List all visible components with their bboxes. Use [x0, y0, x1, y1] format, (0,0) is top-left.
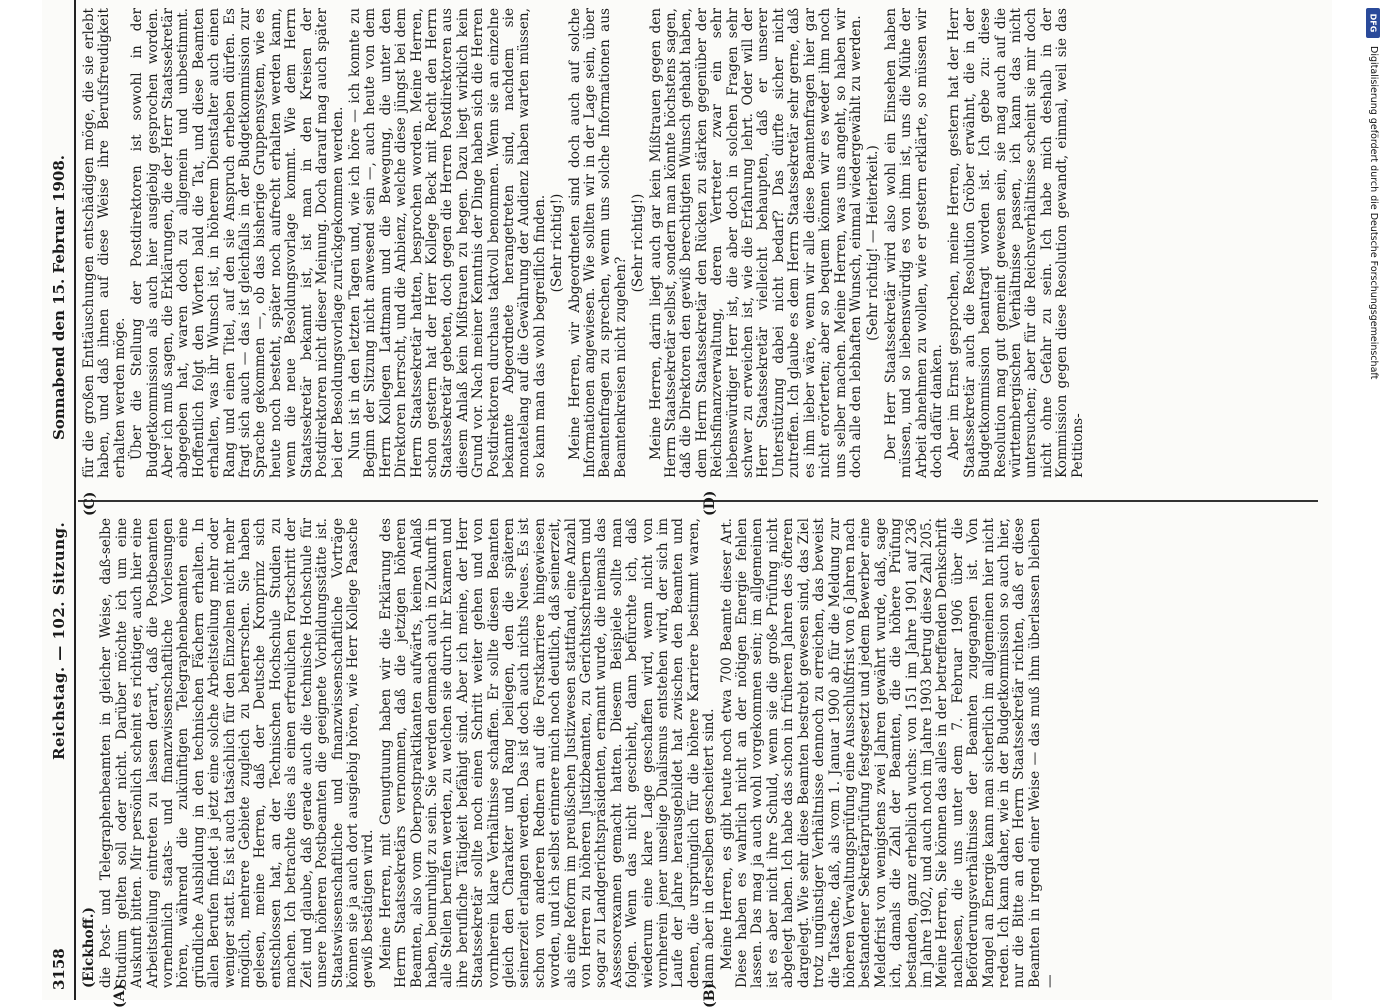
paragraph: für die großen Enttäuschungen entschädigen möge, die sie erlebt haben, und daß ihnen auf diese Weise ihre Berufsfreudigkeit erhalten werden möge.	[81, 8, 128, 478]
margin-mark-d: (D)	[702, 490, 718, 516]
left-column	[82, 518, 1061, 988]
paragraph: Nun ist in den letzten Tagen und, wie ich höre — ich konnte zu Beginn der Sitzung nicht anwesend sein —, auch heute von dem Herrn Kollegen Lattmann und die Bewegung, die unter den Direktoren herrscht, und die Anbienz, welche diese jüngst bei dem Herrn Staatssekretär hatten, besprochen worden. Meine Herren, schon gestern hat der Herr Kollege Beck mit Recht den Herrn Staatssekretär gebeten, doch gegen die Herren Postdirektoren aus diesem Anlaß kein Mißtrauen zu hegen. Dazu liegt wirklich kein Grund vor. Nach meiner Kenntnis der Dinge haben sich die Herren Postdirektoren durchaus taktvoll benommen. Wenn sie an einzelne bekannte Abgeordnete herangetreten sind, nachdem sie monatelang auf die Gewährung der Audienz haben warten müssen, so kann man das wohl begreiflich finden.	[346, 8, 548, 478]
digitization-stamp	[1366, 8, 1380, 998]
funding-note: Digitalisierung gefördert durch die Deutsche Forschungsgemeinschaft	[1368, 46, 1379, 380]
dfg-logo: DFG	[1366, 8, 1380, 38]
speaker-label: (Eickhoff.)	[81, 907, 97, 988]
paragraph: die Post- und Telegraphenbeamten in gleicher Weise, daß-selbe Studium gelten soll oder nicht. Darüber möchte ich um eine Auskunft bitten. Mir persönlich scheint es richtiger, auch hier eine Arbeitsteilung eintreten zu lassen derart, daß die Postbeamten vornehmlich staats- und finanzwissenschaftliche Vorlesungen hören, während die zukünftigen Telegraphenbeamten eine gründliche Ausbildung in den technischen Fächern erhalten. In allen Berufen findet ja jetzt eine solche Arbeitsteilung mehr oder weniger statt. Es ist auch tatsächlich für den Einzelnen nicht mehr möglich, mehrere Gebiete zugleich zu beherrschen. Sie haben gelesen, meine Herren, daß der Deutsche Kronprinz sich entschlossen hat, an der Technischen Hochschule Studien zu machen. Ich betrachte dies als einen erfreulichen Fortschritt der Zeit und glaube, daß gerade auch die technische Hochschule für unsere höheren Postbeamten die geeignete Vorbildungsstätte ist. Staatswissenschaftliche und finanzwissenschaftliche Vorträge können sie ja auch dort ausgiebig hören, wie Herr Kollege Paasche gewiß bestätigen wird.	[98, 518, 377, 988]
page-number: 3158	[50, 948, 68, 990]
paragraph: Meine Herren, mit Genugtuung haben wir die Erklärung des Herrn Staatssekretärs vernommen, daß die jetzigen höheren Beamten, also vom Oberpostpraktikanten aufwärts, keinen Anlaß haben, beunruhigt zu sein. Sie werden demnach auch in Zukunft in alle Stellen berufen werden, zu welchen sie durch ihr Examen und ihre berufliche Tätigkeit befähigt sind. Aber ich meine, der Herr Staatssekretär sollte noch einen Schritt weiter gehen und von vornherein klare Verhältnisse schaffen. Er sollte diesen Beamten gleich den Charakter und Rang beilegen, den die späteren seinerzeit erlangen werden. Das ist doch auch nichts Neues. Es ist schon von anderen Rednern auf die Forstkarriere hingewiesen worden, und ich selbst erinnere mich noch deutlich, daß seinerzeit, als eine Reform im preußischen Justizwesen stattfand, eine Anzahl von Herren zu höheren Justizbeamten, zu Gerichtsschreibern und sogar zu Landgerichtspräsidenten, ernannt wurde, die niemals das Assessorexamen gemacht hatten. Diesem Beispiele sollte man folgen. Wenn das nicht geschieht, dann befürchte ich, daß wiederum eine klare Lage geschaffen wird, wenn nicht von vornherein jener unselige Dualismus entstehen wird, der sich im Laufe der Jahre herausgebildet hat zwischen den Beamten und denen, die ursprünglich für die höhere Karriere bestimmt waren, dann aber in derselben gescheitert sind.	[377, 518, 718, 988]
paragraph: Über die Stellung der Postdirektoren ist sowohl in der Budgetkommission als auch hier ausgiebig gesprochen worden. Aber ich muß sagen, die Erklärungen, die der Herr Staatssekretär abgegeben hat, waren doch zu allgemein und unbestimmt. Hoffentlich folgt den Worten bald die Tat, und diese Beamten erhalten, was ihr Wunsch ist, in höherem Dienstalter auch einen Rang und einen Titel, auf den sie Anspruch erheben dürfen. Es fragt sich auch — das ist gleichfalls in der Budgetkommission zur Sprache gekommen —, ob das bisherige Gruppensystem, wie es heute noch besteht, später noch aufrecht erhalten werden kann, wenn die neue Besoldungsvorlage kommt. Wie dem Herrn Staatssekretär bekannt ist, ist man in den Kreisen der Postdirektoren nicht dieser Meinung. Doch darauf mag auch später bei der Besoldungsvorlage zurückgekommen werden.	[129, 8, 346, 478]
header-rule	[74, 0, 76, 1000]
margin-mark-a: (A)	[112, 983, 128, 1008]
interjection: (Sehr richtig!)	[549, 193, 566, 293]
margin-mark-b: (B)	[702, 982, 718, 1008]
interjection: (Sehr richtig! — Heiterkeit.)	[865, 145, 882, 341]
page-header	[50, 0, 72, 1000]
paragraph: Meine Herren, darin liegt auch gar kein Mißtrauen gegen den Herrn Staatssekretär selbst, sondern man könnte höchstens sagen, daß die Direktoren den gewiß berechtigten Wunsch gehabt haben, dem Herrn Staatssekretär den Rücken zu stärken gegenüber der Reichsfinanzverwaltung, deren Vertreter zwar ein sehr liebenswürdiger Herr ist, die aber doch in solchen Fragen sehr schwer zu erweichen ist, wie die Erfahrung lehrt. Oder will der Herr Staatssekretär vielleicht behaupten, daß er unserer Unterstützung dabei nicht bedarf? Das dürfte sicher nicht zutreffen. Ich glaube es dem Herrn Staatssekretär sehr gerne, daß es ihm lieber wäre, wenn wir alle diese Beamtenfragen hier gar nicht erörterten; aber so bequem können wir es weder ihm noch uns selber machen. Meine Herren, was uns angeht, so haben wir doch alle den lebhaften Wunsch, einmal wiedergewählt zu werden.	[647, 8, 864, 478]
column-divider	[78, 500, 1318, 502]
paragraph: Meine Herren, wir Abgeordneten sind doch auch auf solche Informationen angewiesen. Wie sollten wir in der Lage sein, über Beamtenfragen zu sprechen, wenn uns solche Informationen aus Beamtenkreisen nicht zugehen?	[566, 8, 629, 478]
paragraph: Der Herr Staatssekretär wird also wohl ein Einsehen haben müssen, und so liebenswürdig es von ihm ist, uns die Mühe der Arbeit abnehmen zu wollen, wie er gestern erklärte, so müssen wir doch dafür danken.	[882, 8, 945, 478]
paragraph: Aber im Ernst gesprochen, meine Herren, gestern hat der Herr Staatssekretär auch die Resolution Gröber erwähnt, die in der Budgetkommission beantragt worden ist. Ich gebe zu: diese Resolution mag gut gemeint gewesen sein, sie mag auch auf die württembergischen Verhältnisse passen, ich kann das nicht untersuchen; aber für die Reichsverhältnisse scheint sie mir doch nicht ohne Gefahr zu sein. Ich habe mich deshalb in der Kommission gegen diese Resolution gewandt, einmal, weil sie das Petitions-	[946, 8, 1086, 478]
session-date: Sonnabend den 15. Februar 1908.	[50, 155, 68, 440]
paragraph: Meine Herren, es gibt heute noch etwa 700 Beamte dieser Art. Diese haben es wahrlich nicht an der nötigen Energie fehlen lassen. Das mag ja auch wohl vorgekommen sein; im allgemeinen ist es aber nicht ihre Schuld, wenn sie die große Prüfung nicht abgelegt haben. Ich habe das schon in früheren Jahren des öfteren dargelegt. Wie sehr diese Beamten bestrebt gewesen sind, das Ziel trotz ungünstiger Verhältnisse dennoch zu erreichen, das beweist die Tatsache, daß, als vom 1. Januar 1900 ab für die Meldung zur höheren Verwaltungsprüfung eine Ausschlußfrist von 6 Jahren nach bestandener Sekretärprüfung festgesetzt und jedem Bewerber eine Meldefrist von wenigstens zwei Jahren gewährt wurde, daß, sage ich, damals die Zahl der Beamten, die die höhere Prüfung bestanden, ganz erheblich wuchs: von 151 im Jahre 1901 auf 236 im Jahre 1902, und auch noch im Jahre 1903 betrug diese Zahl 205. Meine Herren, Sie können das alles in der betreffenden Denkschrift nachlesen, die uns unter dem 7. Februar 1906 über die Beförderungsverhältnisse der Beamten zugegangen ist. Von Mangel an Energie kann man sicherlich im allgemeinen hier nicht reden. Ich kann daher, wie in der Budgetkommission so auch hier, nur die Bitte an den Herrn Staatssekretär richten, daß er diese Beamten in irgend einer Weise — das muß ihm überlassen bleiben —	[718, 518, 1059, 988]
rotated-document-page	[42, 0, 1332, 1008]
interjection: (Sehr richtig!)	[630, 193, 647, 293]
session-title: Reichstag. — 102. Sitzung.	[50, 521, 68, 760]
right-column	[82, 8, 1088, 478]
margin-mark-c: (C)	[82, 491, 98, 516]
